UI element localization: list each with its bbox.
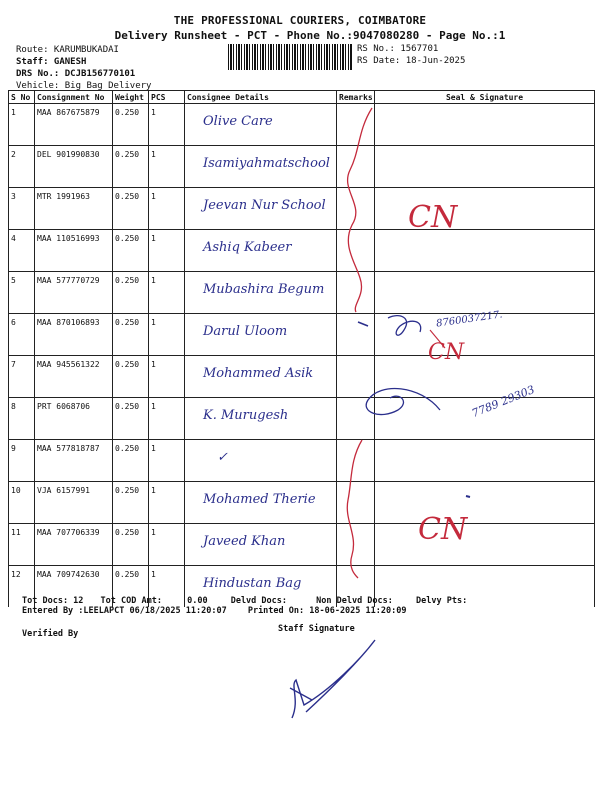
cn-mark: CN bbox=[408, 200, 458, 235]
row-consignment: MAA 709742630 bbox=[35, 566, 113, 608]
row-consignment: MTR 1991963 bbox=[35, 188, 113, 230]
row-sno: 3 bbox=[9, 188, 35, 230]
row-sno: 9 bbox=[9, 440, 35, 482]
row-sno: 10 bbox=[9, 482, 35, 524]
entered-by: Entered By :LEELAPCT 06/18/2025 11:20:07 bbox=[22, 606, 227, 616]
rs-date: RS Date: 18-Jun-2025 bbox=[357, 56, 466, 66]
tot-cod-label: Tot COD Amt: bbox=[100, 596, 162, 606]
phone-note: 8760037217. bbox=[435, 309, 504, 330]
row-pcs: 1 bbox=[149, 146, 185, 188]
row-consignee: Ashiq Kabeer bbox=[203, 240, 292, 255]
row-consignee: Darul Uloom bbox=[203, 324, 288, 339]
blue-dot-10 bbox=[466, 496, 470, 497]
rs-number: RS No.: 1567701 bbox=[357, 44, 439, 54]
vehicle-field: Vehicle: Big Bag Delivery bbox=[16, 81, 152, 91]
row-consignee: Isamiyahmatschool bbox=[203, 156, 330, 171]
blue-initials-6 bbox=[388, 316, 421, 336]
row-pcs: 1 bbox=[149, 482, 185, 524]
route-field: Route: KARUMBUKADAI bbox=[16, 45, 119, 55]
row-pcs: 1 bbox=[149, 188, 185, 230]
staff-field: Staff: GANESH bbox=[16, 57, 87, 67]
row-pcs: 1 bbox=[149, 524, 185, 566]
blue-mark-6 bbox=[358, 322, 368, 326]
row-sno: 4 bbox=[9, 230, 35, 272]
row-consignee: Javeed Khan bbox=[203, 534, 286, 549]
row-consignee: ✓ bbox=[217, 450, 228, 465]
blue-swirl bbox=[366, 389, 440, 415]
row-consignment: MAA 707706339 bbox=[35, 524, 113, 566]
row-pcs: 1 bbox=[149, 398, 185, 440]
summary-line-1 bbox=[22, 596, 467, 606]
row-weight: 0.250 bbox=[113, 104, 149, 146]
col-consignment: Consignment No bbox=[35, 91, 113, 104]
verified-by-label: Verified By bbox=[22, 629, 79, 639]
row-consignment: DEL 901990830 bbox=[35, 146, 113, 188]
row-pcs: 1 bbox=[149, 440, 185, 482]
row-sno: 12 bbox=[9, 566, 35, 608]
row-pcs: 1 bbox=[149, 104, 185, 146]
row-weight: 0.250 bbox=[113, 230, 149, 272]
cn-mark: CN bbox=[418, 512, 468, 547]
summary-line-2 bbox=[22, 606, 467, 616]
row-consignment: MAA 870106893 bbox=[35, 314, 113, 356]
row-sno: 8 bbox=[9, 398, 35, 440]
row-consignee: Jeevan Nur School bbox=[203, 198, 326, 213]
row-consignment: MAA 867675879 bbox=[35, 104, 113, 146]
row-sno: 1 bbox=[9, 104, 35, 146]
row-sno: 2 bbox=[9, 146, 35, 188]
col-seal-signature: Seal & Signature bbox=[375, 91, 595, 104]
row-pcs: 1 bbox=[149, 314, 185, 356]
row-weight: 0.250 bbox=[113, 482, 149, 524]
drs-number: DRS No.: DCJB156770101 bbox=[16, 69, 136, 79]
row-pcs: 1 bbox=[149, 272, 185, 314]
col-weight: Weight bbox=[113, 91, 149, 104]
tot-cod-value: 0.00 bbox=[187, 596, 208, 606]
row-consignment: MAA 945561322 bbox=[35, 356, 113, 398]
delvy-pts: Delvy Pts: bbox=[416, 596, 468, 606]
summary-block bbox=[22, 596, 467, 616]
delvd-docs: Delvd Docs: bbox=[230, 596, 287, 606]
row-consignment: MAA 577818787 bbox=[35, 440, 113, 482]
row-sno: 5 bbox=[9, 272, 35, 314]
row-consignment: MAA 110516993 bbox=[35, 230, 113, 272]
company-title: THE PROFESSIONAL COURIERS, COIMBATORE bbox=[173, 14, 427, 27]
row-weight: 0.250 bbox=[113, 188, 149, 230]
row-consignment: PRT 6068706 bbox=[35, 398, 113, 440]
staff-signature-stroke bbox=[292, 640, 375, 718]
row-weight: 0.250 bbox=[113, 566, 149, 608]
col-pcs: PCS bbox=[149, 91, 185, 104]
row-sno: 11 bbox=[9, 524, 35, 566]
runsheet-subtitle: Delivery Runsheet - PCT - Phone No.:9047080280 - Page No.:1 bbox=[114, 29, 506, 42]
row-weight: 0.250 bbox=[113, 146, 149, 188]
col-sno: S No bbox=[9, 91, 35, 104]
staff-signature-label: Staff Signature bbox=[278, 624, 355, 634]
phone-note: 7789 29303 bbox=[469, 383, 537, 420]
row-pcs: 1 bbox=[149, 230, 185, 272]
printed-on: Printed On: 18-06-2025 11:20:09 bbox=[247, 606, 407, 616]
row-consignment: VJA 6157991 bbox=[35, 482, 113, 524]
row-weight: 0.250 bbox=[113, 524, 149, 566]
row-sno: 6 bbox=[9, 314, 35, 356]
tot-docs: Tot Docs: 12 bbox=[22, 596, 84, 606]
row-consignee: Olive Care bbox=[203, 114, 273, 129]
row-consignee: Hindustan Bag bbox=[203, 576, 302, 591]
row-pcs: 1 bbox=[149, 566, 185, 608]
staff-signature-x bbox=[290, 688, 312, 700]
row-consignment: MAA 577770729 bbox=[35, 272, 113, 314]
row-weight: 0.250 bbox=[113, 314, 149, 356]
cn-mark: CN bbox=[428, 340, 465, 365]
red-bracket-bottom bbox=[347, 440, 362, 578]
non-delvd-docs: Non Delvd Docs: bbox=[316, 596, 393, 606]
row-weight: 0.250 bbox=[113, 272, 149, 314]
row-consignee: Mubashira Begum bbox=[203, 282, 325, 297]
row-consignee: Mohamed Therie bbox=[203, 492, 316, 507]
col-remarks: Remarks bbox=[337, 91, 375, 104]
row-weight: 0.250 bbox=[113, 440, 149, 482]
row-pcs: 1 bbox=[149, 356, 185, 398]
col-consignee: Consignee Details bbox=[185, 91, 337, 104]
row-sno: 7 bbox=[9, 356, 35, 398]
row-consignee: K. Murugesh bbox=[203, 408, 289, 423]
red-bracket-top bbox=[348, 108, 372, 312]
row-weight: 0.250 bbox=[113, 398, 149, 440]
row-consignee: Mohammed Asik bbox=[203, 366, 314, 381]
row-weight: 0.250 bbox=[113, 356, 149, 398]
